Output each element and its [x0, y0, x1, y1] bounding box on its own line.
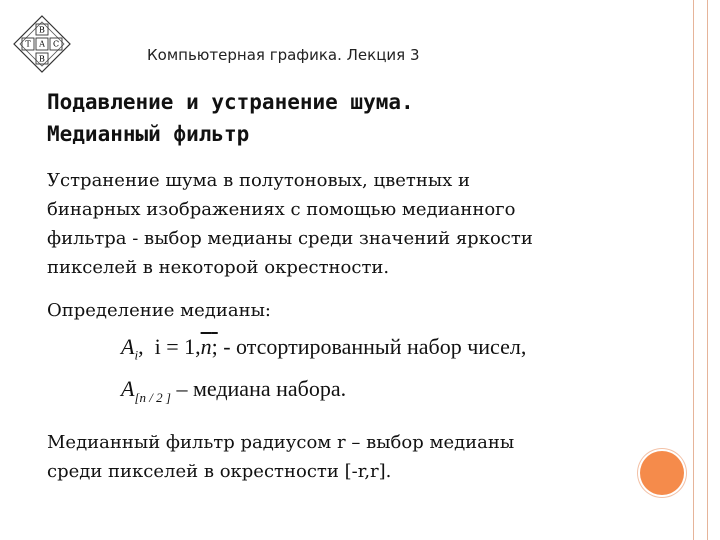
diamond-logo-icon	[12, 14, 72, 74]
logo-letter-right: С	[52, 39, 60, 49]
formula1-comma: ,	[138, 334, 144, 359]
intro-paragraph	[47, 166, 667, 282]
formula1-cond: i = 1,	[154, 334, 201, 359]
orange-circle-decoration	[640, 451, 684, 495]
intro-line-3: фильтра - выбор медианы среди значений яркости	[47, 228, 533, 249]
median-definition-heading: Определение медианы:	[47, 300, 271, 321]
intro-line-2: бинарных изображениях с помощью медианного	[47, 199, 516, 220]
intro-line-4: пикселей в некоторой окрестности.	[47, 257, 390, 278]
formula1-A: A	[121, 334, 135, 359]
formula2-sub: [n / 2 ]	[134, 390, 171, 405]
formula1-n: n	[200, 334, 212, 359]
logo-letter-top: В	[39, 25, 45, 35]
formula2-tail: – медиана набора.	[176, 376, 347, 401]
slide-title-line-1: Подавление и устранение шума.	[47, 90, 414, 114]
lecture-header: Компьютерная графика. Лекция 3	[147, 46, 420, 64]
formula2-A: A	[121, 376, 135, 401]
formula1-sub: i	[134, 347, 139, 363]
logo-letter-left: Т	[25, 39, 31, 49]
logo-letter-center: А	[38, 39, 46, 49]
intro-line-1: Устранение шума в полутоновых, цветных и	[47, 170, 471, 191]
filter-line-1: Медианный фильтр радиусом r – выбор медианы	[47, 432, 515, 453]
slide-title	[47, 86, 647, 150]
formula1-tail: - отсортированный набор чисел,	[223, 334, 527, 359]
formula-median	[121, 376, 346, 406]
slide-title-line-2: Медианный фильтр	[47, 122, 250, 146]
left-edge-line	[693, 0, 694, 540]
logo-letter-bottom: В	[39, 54, 45, 64]
filter-line-2: среди пикселей в окрестности [-r,r].	[47, 461, 392, 482]
formula-sorted-set: $A_i$, i = 1,n; - отсортированный набор чисел,	[121, 334, 527, 363]
right-edge-line	[707, 0, 708, 540]
filter-paragraph	[47, 428, 667, 486]
